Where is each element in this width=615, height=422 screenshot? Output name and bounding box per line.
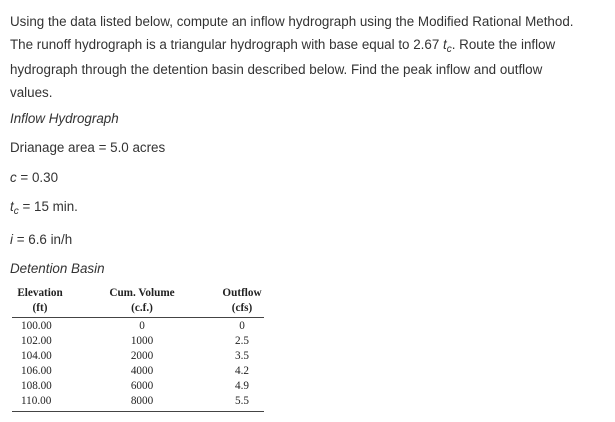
table-row	[12, 334, 264, 349]
table-row	[12, 319, 264, 334]
column-label: Elevation	[17, 287, 63, 299]
cell-elevation: 100.00	[21, 320, 52, 332]
detention-heading: Detention Basin	[10, 261, 105, 276]
column-label: Outflow	[222, 287, 262, 299]
cell-elevation: 106.00	[21, 365, 52, 377]
tc-symbol: t	[443, 37, 447, 52]
drainage-area: Drianage area = 5.0 acres	[10, 140, 166, 155]
problem-line	[10, 10, 610, 33]
problem-text: values.	[10, 85, 53, 100]
table-header	[12, 284, 264, 318]
cell-volume: 0	[139, 320, 145, 332]
tc-subscript: c	[13, 206, 19, 217]
cell-volume: 8000	[130, 395, 154, 407]
cell-volume: 1000	[130, 335, 154, 347]
column-unit: (c.f.)	[131, 302, 153, 314]
problem-line	[10, 33, 610, 58]
c-symbol: c	[10, 170, 17, 185]
table-row	[12, 394, 264, 409]
c-value: = 0.30	[16, 170, 59, 185]
cell-volume: 2000	[130, 350, 154, 362]
runoff-coefficient	[10, 169, 58, 187]
cell-outflow: 4.2	[235, 365, 249, 377]
problem-line	[10, 58, 610, 81]
cell-elevation: 102.00	[21, 335, 52, 347]
cell-outflow: 5.5	[235, 395, 249, 407]
column-header-volume	[102, 286, 182, 316]
cell-elevation: 110.00	[21, 395, 52, 407]
table-row	[12, 364, 264, 379]
problem-statement	[10, 10, 610, 104]
cell-outflow: 2.5	[235, 335, 249, 347]
column-header-outflow	[212, 286, 272, 316]
i-value: = 6.6 in/h	[12, 232, 73, 247]
cell-volume: 4000	[130, 365, 154, 377]
table-row	[12, 379, 264, 394]
cell-outflow: 4.9	[235, 380, 249, 392]
cell-volume: 6000	[130, 380, 154, 392]
inflow-heading: Inflow Hydrograph	[10, 111, 119, 126]
tc-value: = 15 min.	[18, 199, 78, 214]
cell-elevation: 104.00	[21, 350, 52, 362]
tc-subscript: c	[446, 44, 452, 55]
tc-symbol: t	[10, 199, 14, 214]
problem-text: The runoff hydrograph is a triangular hydrograph with base equal to 2.67	[10, 37, 443, 52]
problem-text: . Route the inflow	[451, 37, 556, 52]
rainfall-intensity	[10, 231, 72, 249]
table-row	[12, 349, 264, 364]
column-label: Cum. Volume	[109, 287, 175, 299]
problem-line	[10, 81, 610, 104]
cell-outflow: 3.5	[235, 350, 249, 362]
detention-table	[12, 284, 264, 412]
cell-elevation: 108.00	[21, 380, 52, 392]
column-unit: (cfs)	[231, 302, 253, 314]
cell-outflow: 0	[239, 320, 245, 332]
column-unit: (ft)	[32, 302, 48, 314]
i-symbol: i	[10, 232, 13, 247]
problem-text: Using the data listed below, compute an inflow hydrograph using the Modified Rational Method.	[10, 14, 574, 29]
table-body	[12, 318, 264, 412]
column-header-elevation	[12, 286, 68, 316]
time-of-concentration	[10, 198, 78, 218]
problem-text: hydrograph through the detention basin described below. Find the peak inflow and outflow	[10, 62, 543, 77]
